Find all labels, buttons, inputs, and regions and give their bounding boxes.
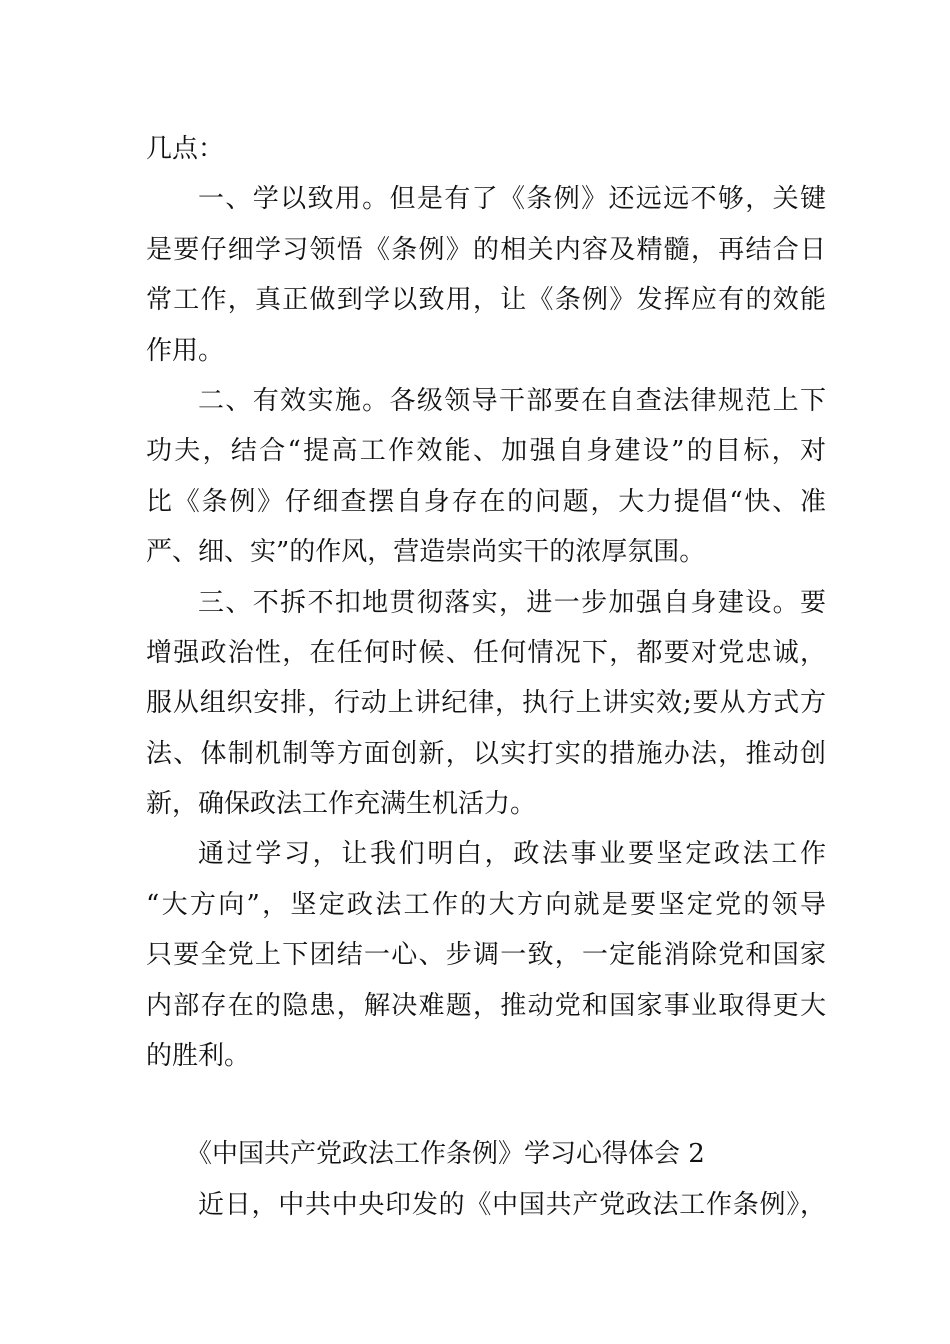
paragraph-line: 新，确保政法工作充满生机活力。: [146, 789, 537, 820]
paragraph-line: 比《条例》仔细查摆自身存在的问题，大力提倡“快、准: [146, 486, 826, 517]
paragraph-line: 一、学以致用。但是有了《条例》还远远不够，关键: [198, 184, 826, 215]
paragraph-line: 严、细、实”的作风，营造崇尚实干的浓厚氛围。: [146, 537, 706, 568]
section-spacer: [146, 1081, 826, 1129]
paragraph: [146, 124, 826, 174]
section-heading: 《中国共产党政法工作条例》学习心得体会 2: [186, 1139, 705, 1170]
paragraph-line: 法、体制机制等方面创新，以实打实的措施办法，推动创: [146, 738, 826, 769]
paragraph-line: 是要仔细学习领悟《条例》的相关内容及精髓，再结合日: [146, 234, 826, 265]
paragraph-line: 增强政治性，在任何时候、任何情况下，都要对党忠诚，: [146, 637, 826, 668]
paragraph-line: 二、有效实施。各级领导干部要在自查法律规范上下: [198, 385, 826, 416]
paragraph-line: 只要全党上下团结一心、步调一致，一定能消除党和国家: [146, 940, 826, 971]
paragraph-line: 功夫，结合“提高工作效能、加强自身建设”的目标，对: [146, 436, 826, 467]
paragraph-line: 近日，中共中央印发的《中国共产党政法工作条例》，: [198, 1189, 826, 1220]
paragraph-line: 作用。: [146, 335, 225, 366]
paragraph-line: 服从组织安排，行动上讲纪律，执行上讲实效;要从方式方: [146, 688, 826, 719]
paragraph-line: 通过学习，让我们明白，政法事业要坚定政法工作: [198, 839, 826, 870]
paragraph: [146, 174, 826, 376]
paragraph: [146, 578, 826, 830]
paragraph: [146, 1180, 826, 1230]
paragraph-line: 的胜利。: [146, 1041, 251, 1072]
paragraph-line: 几点：: [146, 134, 225, 164]
document-body: [146, 124, 826, 1230]
paragraph: [146, 376, 826, 578]
paragraph: [146, 829, 826, 1081]
paragraph-line: “大方向”，坚定政法工作的大方向就是要坚定党的领导: [146, 889, 826, 920]
paragraph-line: 三、不拆不扣地贯彻落实，进一步加强自身建设。要: [198, 587, 826, 618]
paragraph-line: 内部存在的隐患，解决难题，推动党和国家事业取得更大: [146, 990, 826, 1021]
paragraph-line: 常工作，真正做到学以致用，让《条例》发挥应有的效能: [146, 285, 826, 316]
